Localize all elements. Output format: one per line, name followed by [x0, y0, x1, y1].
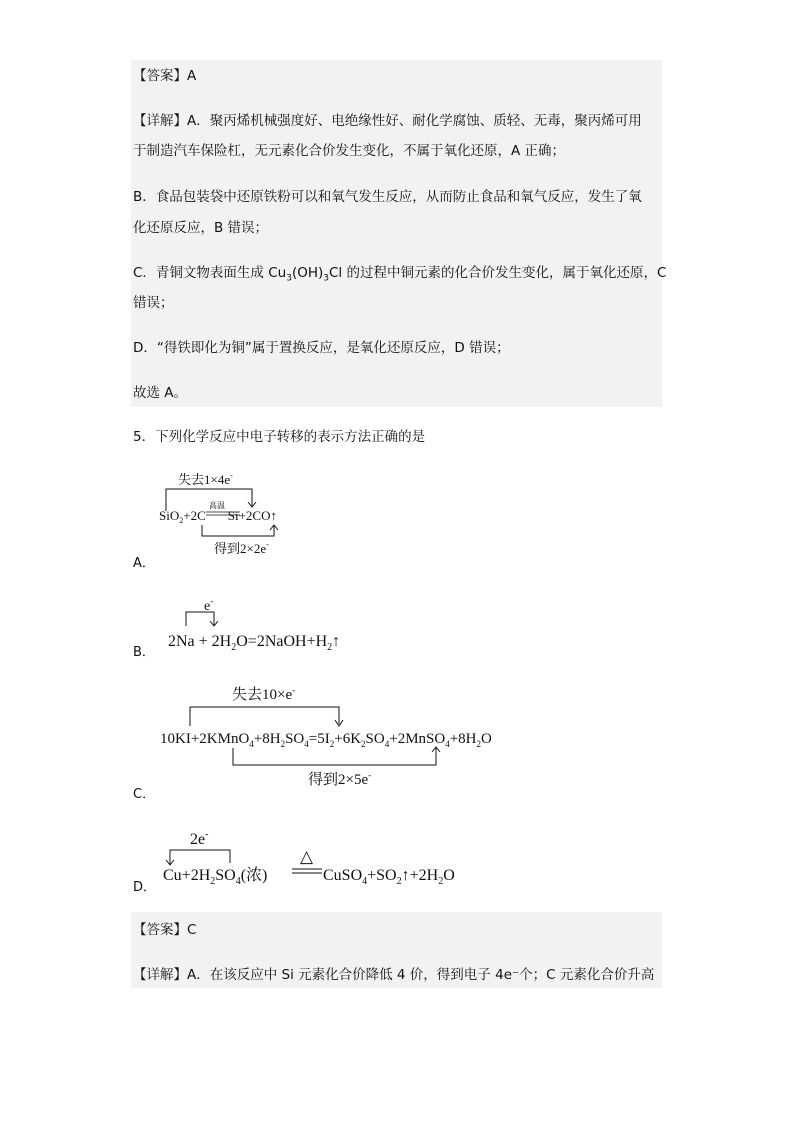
svg-text:10KI+2KMnO4+8H2SO4=5I2+6K2SO4+: $10KI+2KMnO_4+8H_2SO_4=5I_2+6K_2SO_4+2MnSO_4+8H_2O$ — [160, 731, 492, 749]
option-b-label: B． — [133, 645, 155, 660]
option-b-diagram — [160, 592, 390, 654]
svg-text:2e-: 2e- — [190, 829, 209, 848]
option-a-label: A． — [133, 556, 155, 571]
option-d-label: D． — [133, 880, 157, 895]
option-c-diagram — [156, 682, 536, 786]
option-d-diagram — [158, 826, 498, 890]
option-a-diagram — [150, 462, 320, 560]
detail-a-line-1: 【详解】A．聚丙烯机械强度好、电绝缘性好、耐化学腐蚀、质轻、无毒，聚丙烯可用 — [133, 113, 642, 129]
detail-c-line-1: C．青铜文物表面生成 $Cu_3(OH)_3Cl$ 的过程中铜元素的化合价发生变化，属于氧化还原，C — [133, 265, 667, 284]
conclusion-line: 故选 A。 — [133, 385, 188, 401]
detail-a-line-2: 于制造汽车保险杠，无元素化合价发生变化，不属于氧化还原，A 正确； — [133, 143, 566, 159]
svg-text:△: △ — [300, 847, 314, 866]
detail-c-line-2: 错误； — [133, 295, 174, 311]
detail-b-line-1: B．食品包装袋中还原铁粉可以和氧气发生反应，从而防止食品和氧气反应，发生了氧 — [133, 189, 642, 205]
svg-text:SiO2+2CSi+2CO↑: SiO$_2$+2C Si+2CO↑ — [159, 508, 277, 525]
detail-d-line: D．“得铁即化为铜”属于置换反应，是氧化还原反应，D 错误； — [133, 340, 510, 356]
svg-text:e-: e- — [204, 596, 214, 614]
svg-text:2Na + 2H2O=2NaOH+H2↑: $2Na + 2H_2O=2NaOH+H_2↑$ — [168, 633, 341, 653]
option-c-label: C． — [133, 787, 156, 802]
svg-text:高温: 高温 — [209, 501, 225, 510]
svg-text:得到2×5e-: 得到2×5e- — [308, 770, 372, 786]
svg-text:失去1×4e-: 失去1×4e- — [178, 471, 233, 487]
answer-line: 【答案】A — [133, 68, 197, 84]
answer-2-detail-a: 【详解】A．在该反应中 Si 元素化合价降低 4 价，得到电子 4e⁻个；C 元素化合价升高 — [133, 967, 655, 983]
svg-text:失去10×e-: 失去10×e- — [232, 685, 296, 703]
svg-text:得到2×2e-: 得到2×2e- — [214, 540, 269, 556]
answer-2-line: 【答案】C — [133, 922, 197, 938]
detail-b-line-2: 化还原反应，B 错误； — [133, 220, 269, 236]
svg-text:Cu+2H2SO4(浓): $Cu+2H_2SO_4$(浓) — [163, 867, 268, 887]
svg-text:CuSO4+SO2↑+2H2O: $CuSO_4+SO_2↑+2H_2O$ — [323, 867, 455, 887]
question-5-stem: 5．下列化学反应中电子转移的表示方法正确的是 — [133, 429, 426, 445]
